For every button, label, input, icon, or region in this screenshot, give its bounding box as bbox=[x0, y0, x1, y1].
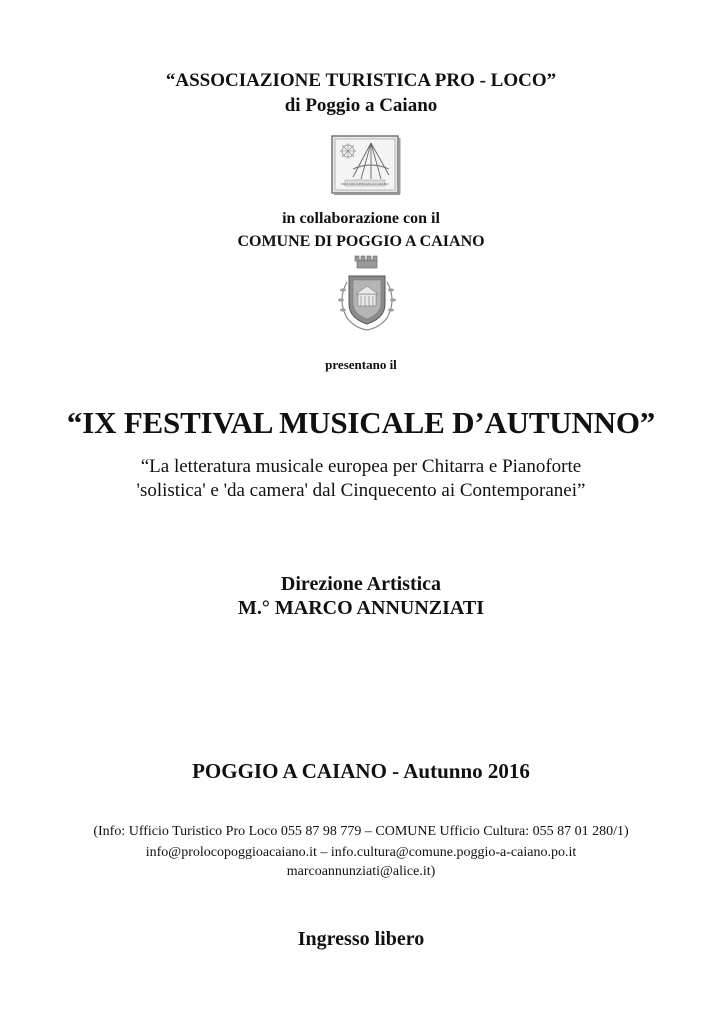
association-location: di Poggio a Caiano bbox=[284, 95, 438, 116]
presentano-text: presentano il bbox=[325, 357, 397, 372]
svg-text:PRO LOCO POGGIO A CAIANO: PRO LOCO POGGIO A CAIANO bbox=[341, 181, 389, 186]
comune-name: COMUNE DI POGGIO A CAIANO bbox=[237, 233, 485, 250]
info-line-2: info@prolocopoggioacaiano.it – info.cultura@comune.poggio-a-caiano.po.it bbox=[145, 845, 577, 860]
festival-subtitle-2: 'solistica' e 'da camera' dal Cinquecento ai Contemporanei” bbox=[136, 480, 586, 501]
collaboration-intro: in collaborazione con il bbox=[282, 210, 440, 227]
pro-loco-logo bbox=[331, 135, 401, 195]
place-date: POGGIO A CAIANO - Autunno 2016 bbox=[192, 759, 530, 783]
coat-of-arms-icon bbox=[331, 252, 403, 338]
entry-text: Ingresso libero bbox=[297, 928, 425, 950]
info-line-3: marcoannunziati@alice.it) bbox=[286, 864, 436, 879]
festival-title: “IX FESTIVAL MUSICALE D’AUTUNNO” bbox=[66, 405, 656, 440]
direction-label: Direzione Artistica bbox=[280, 573, 442, 595]
association-title: “ASSOCIAZIONE TURISTICA PRO - LOCO” bbox=[165, 70, 557, 91]
festival-subtitle-1: “La letteratura musicale europea per Chitarra e Pianoforte bbox=[140, 456, 582, 477]
info-line-1: (Info: Ufficio Turistico Pro Loco 055 87 98 779 – COMUNE Ufficio Cultura: 055 87 01 280/1) bbox=[93, 824, 629, 839]
director-name: M.° MARCO ANNUNZIATI bbox=[238, 597, 484, 619]
